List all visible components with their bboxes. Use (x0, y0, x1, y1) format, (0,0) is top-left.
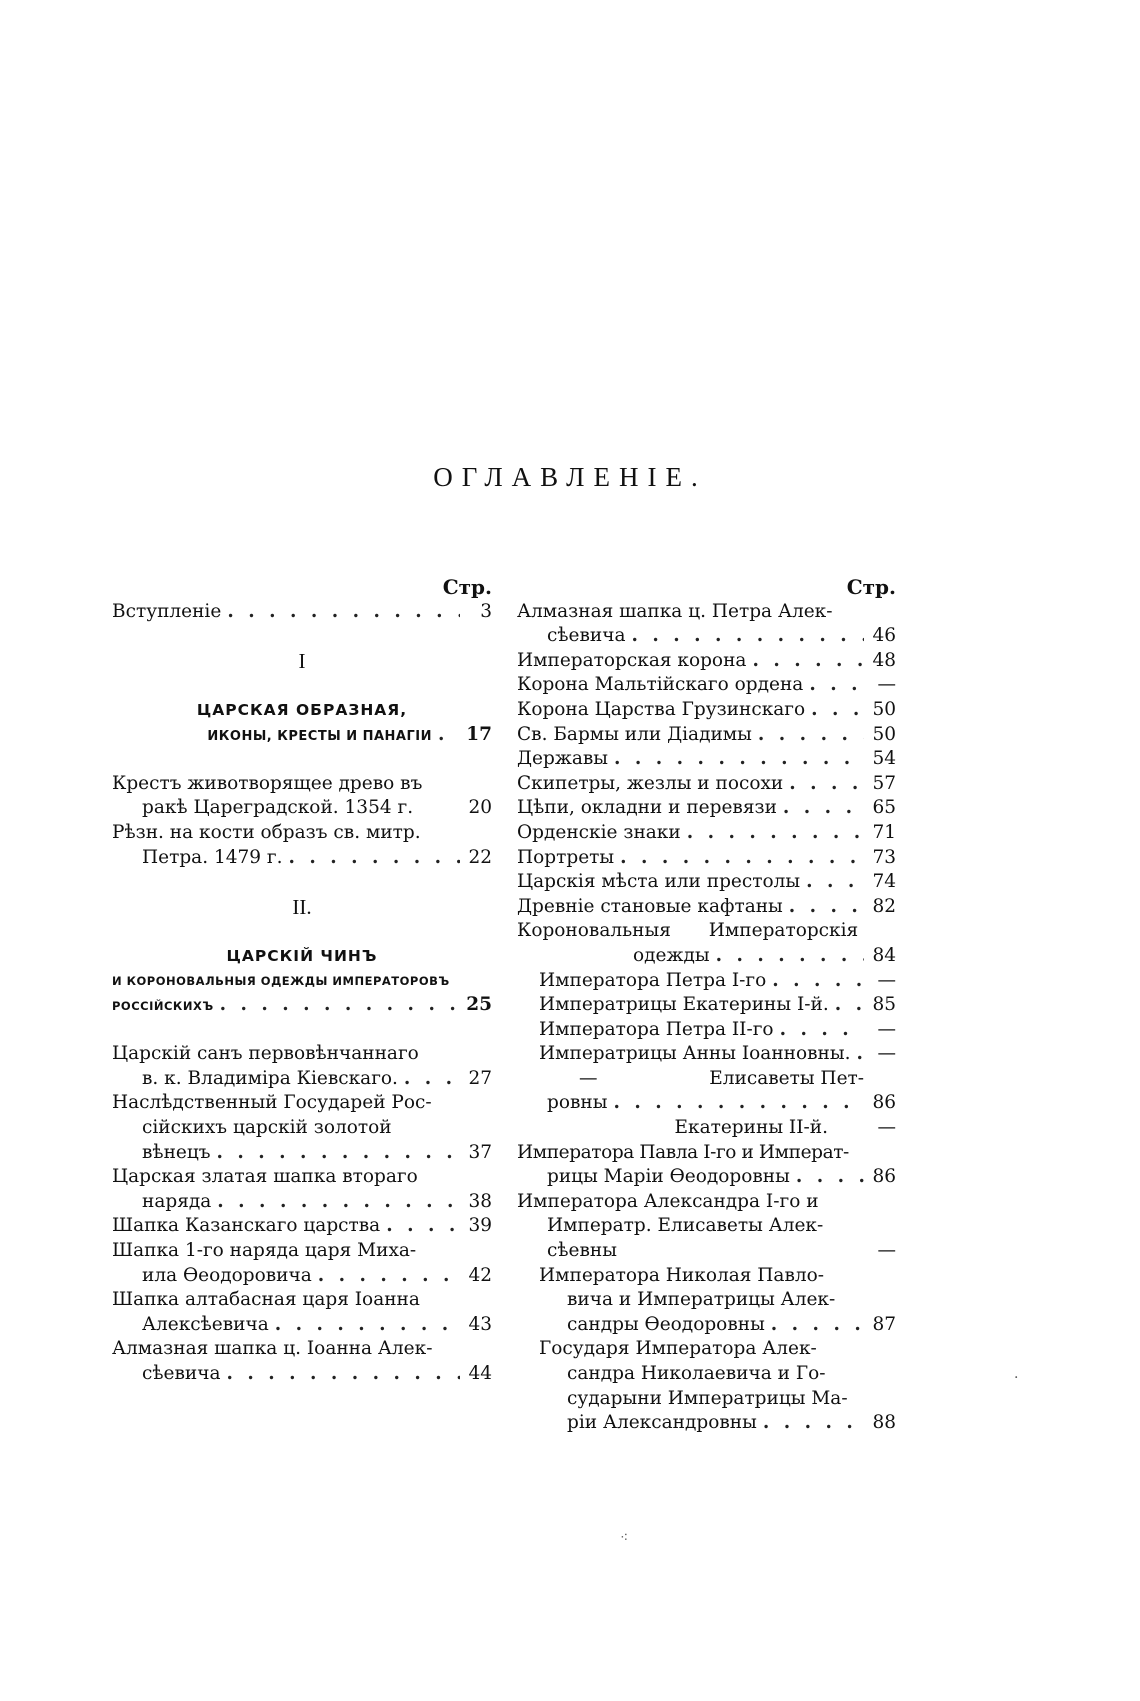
toc-entry-title: Императорская корона (517, 649, 747, 671)
toc-subentry-list (517, 969, 896, 1067)
toc-entry-title: Вступленіе (112, 600, 222, 622)
toc-entry-page: — (877, 1018, 896, 1040)
toc-entry-title: сандры Ѳеодоровны (567, 1313, 765, 1335)
toc-entry-title: Императора Петра II-го (539, 1018, 774, 1040)
toc-entry-page: 37 (468, 1141, 492, 1163)
toc-entry-title: сѣевича (547, 625, 626, 647)
dot-leader (438, 723, 460, 748)
toc-entry-title: Корона Царства Грузинскаго (517, 698, 806, 720)
dot-leader (763, 1411, 864, 1436)
toc-entry-page: 71 (872, 821, 896, 843)
dot-leader (758, 723, 864, 748)
toc-entry[interactable] (517, 624, 896, 649)
dot-leader (275, 1313, 460, 1338)
dot-leader (217, 1190, 460, 1215)
toc-entry-page: 3 (480, 600, 492, 622)
section-numeral: II. (292, 894, 312, 919)
toc-entry-title: сѣевича (142, 1363, 221, 1384)
toc-entry-page: 50 (872, 723, 896, 745)
toc-entry-title: одежды (633, 944, 710, 966)
toc-entry-title: наряда (142, 1190, 212, 1212)
page-column-header: Стр. (442, 575, 492, 599)
toc-entry[interactable] (517, 944, 896, 969)
toc-entry-line[interactable]: Императора Александра I-го и (517, 1190, 819, 1212)
toc-entry-page: 44 (468, 1363, 492, 1384)
toc-entry[interactable] (517, 1042, 896, 1067)
toc-entry[interactable] (517, 1067, 896, 1092)
toc-entry-page: 42 (468, 1264, 492, 1286)
toc-entry[interactable] (517, 1239, 896, 1264)
toc-entry-line[interactable]: сударыни Императрицы Ма- (567, 1387, 848, 1409)
toc-entry-page: 50 (872, 698, 896, 720)
toc-entry-page: — (877, 1240, 896, 1262)
toc-entry-line[interactable]: Шапка алтабасная царя Іоанна (112, 1289, 420, 1311)
dot-leader (226, 1362, 460, 1387)
toc-entry-page: 57 (872, 772, 896, 794)
toc-entry-line[interactable]: Императора Павла I-го и Императ- (517, 1141, 849, 1163)
toc-entry-list (517, 649, 896, 920)
toc-entry[interactable] (112, 846, 492, 871)
toc-entry-title: в. к. Владиміра Кіевскаго. (142, 1067, 398, 1089)
dot-leader (620, 846, 864, 871)
toc-entry[interactable] (112, 1362, 492, 1387)
toc-entry[interactable] (112, 600, 492, 625)
toc-entry[interactable] (517, 796, 896, 821)
toc-entry-line[interactable]: Алмазная шапка ц. Петра Алек- (517, 600, 833, 622)
dot-leader (631, 624, 864, 649)
toc-entry-page: 48 (872, 649, 896, 671)
section-subtitle-entry[interactable] (112, 993, 492, 1018)
toc-entry-line[interactable]: Императр. Елисаветы Алек- (547, 1215, 824, 1237)
toc-entry[interactable] (517, 698, 896, 723)
toc-entry-title: Императрицы Екатерины I-й. (539, 994, 829, 1016)
toc-entry-line[interactable]: Короновальныя Императорскія (517, 920, 859, 942)
toc-entry-title: Шапка Казанскаго царства (112, 1215, 381, 1237)
toc-entry-page: 22 (468, 846, 492, 868)
section-subtitle: РОССІЙСКИХЪ (112, 999, 214, 1014)
toc-entry-page: 54 (872, 748, 896, 770)
toc-entry-page: 88 (872, 1412, 896, 1434)
toc-entry[interactable] (517, 1018, 896, 1043)
toc-entry-title: Корона Мальтійскаго ордена (517, 674, 804, 696)
toc-entry-line[interactable]: Наслѣдственный Государей Рос- (112, 1092, 432, 1114)
toc-entry-title: рицы Маріи Ѳеодоровны (547, 1166, 790, 1188)
dot-leader (771, 1313, 864, 1338)
toc-entry-page: 86 (872, 1166, 896, 1188)
toc-left-column (112, 575, 492, 1387)
toc-entry-page: — (877, 1117, 896, 1139)
toc-entry-title: Цѣпи, окладни и перевязи (517, 797, 777, 819)
dot-leader (796, 1165, 864, 1190)
toc-entry[interactable] (517, 993, 896, 1018)
toc-entry-line[interactable]: Императора Николая Павло- (539, 1264, 825, 1286)
toc-entry-title: Елисаветы Пет- (709, 1067, 864, 1089)
toc-entry[interactable] (112, 1067, 492, 1092)
dot-leader (687, 821, 864, 846)
toc-entry-page: 20 (468, 797, 492, 819)
toc-entry[interactable] (112, 1141, 492, 1166)
toc-entry-title: вѣнецъ (142, 1141, 211, 1163)
toc-entry-line[interactable]: Царская златая шапка втораго (112, 1166, 418, 1188)
toc-entry[interactable] (517, 747, 896, 772)
toc-entry[interactable] (517, 772, 896, 797)
dot-leader (789, 772, 864, 797)
toc-entry-title: Алексѣевича (142, 1313, 269, 1335)
toc-entry-page: 38 (468, 1190, 492, 1212)
toc-right-column (517, 575, 896, 1436)
toc-entry[interactable] (517, 673, 896, 698)
toc-entry-page: — (877, 674, 896, 696)
toc-entry[interactable] (112, 1264, 492, 1289)
toc-entry-title: ріи Александровны (567, 1412, 757, 1434)
toc-entry[interactable] (517, 723, 896, 748)
toc-entry-title: Древніе становые кафтаны (517, 895, 783, 917)
dot-leader (614, 747, 864, 772)
toc-entry-page: 46 (872, 625, 896, 647)
toc-entry-page: 27 (468, 1067, 492, 1089)
toc-entry-title: Петра. 1479 г. (142, 846, 283, 868)
toc-entry-line[interactable]: Алмазная шапка ц. Іоанна Алек- (112, 1338, 433, 1360)
dot-leader (780, 1018, 864, 1043)
toc-entry-line[interactable]: Шапка 1-го наряда царя Миха- (112, 1240, 417, 1262)
toc-entry[interactable] (517, 846, 896, 871)
toc-entry-line[interactable]: сандра Николаевича и Го- (567, 1363, 826, 1384)
toc-entry-page: — (877, 969, 896, 991)
dot-leader (220, 993, 460, 1018)
toc-entry-page: 73 (872, 846, 896, 868)
toc-entry-page: 39 (468, 1215, 492, 1237)
section-title: ЦАРСКАЯ ОБРАЗНАЯ, (196, 700, 408, 719)
section-subtitle: ИКОНЫ, КРЕСТЫ И ПАНАГІИ (207, 728, 432, 744)
toc-entry-line[interactable]: Крестъ животворящее древо въ (112, 772, 423, 794)
print-speck: · (1014, 1370, 1019, 1386)
toc-entry-page: 74 (872, 871, 896, 893)
toc-entry[interactable] (112, 1214, 492, 1239)
toc-entry-line[interactable]: сійскихъ царскій золотой (142, 1117, 392, 1139)
toc-entry-list (112, 1042, 492, 1386)
toc-entry-page: 25 (466, 994, 492, 1016)
dot-leader (318, 1264, 460, 1289)
dot-leader (613, 1091, 864, 1116)
dot-leader (811, 698, 864, 723)
toc-entry-title: Державы (517, 748, 609, 770)
dot-leader (772, 969, 864, 994)
toc-entry-line[interactable]: Рѣзн. на кости образъ св. митр. (112, 821, 421, 843)
dot-leader (789, 895, 864, 920)
toc-entry[interactable] (517, 1116, 896, 1141)
toc-entry-page: 87 (872, 1313, 896, 1335)
toc-entry-page: 84 (872, 944, 896, 966)
toc-entry[interactable] (517, 895, 896, 920)
section-subtitle-entry[interactable] (112, 723, 492, 748)
toc-entry-line[interactable]: вича и Императрицы Алек- (567, 1289, 836, 1311)
page-title: ОГЛАВЛЕНІЕ. (433, 462, 707, 492)
toc-entry-page: 85 (872, 994, 896, 1016)
dot-leader (809, 673, 864, 698)
section-title: ЦАРСКІЙ ЧИНЪ (226, 946, 378, 965)
dash-mark: — (579, 1067, 598, 1089)
dot-leader (856, 1042, 864, 1067)
toc-entry-title: сѣевны (547, 1240, 617, 1262)
dot-leader (716, 944, 864, 969)
section-numeral: I (298, 648, 306, 673)
toc-entry-page: — (877, 1043, 896, 1065)
toc-entry-page: 82 (872, 895, 896, 917)
toc-entry-title: Екатерины II-й. (674, 1117, 828, 1139)
toc-entry-title: ровны (547, 1092, 608, 1114)
toc-entry[interactable] (517, 1411, 896, 1436)
section-subtitle: И КОРОНОВАЛЬНЫЯ ОДЕЖДЫ ИМПЕРАТОРОВЪ (112, 973, 450, 988)
toc-entry[interactable] (112, 796, 492, 821)
toc-entry-page: 86 (872, 1092, 896, 1114)
toc-entry-title: Св. Бармы или Діадимы (517, 723, 752, 745)
toc-entry[interactable] (517, 870, 896, 895)
toc-entry-page: 65 (872, 797, 896, 819)
dot-leader (288, 846, 460, 871)
toc-entry-title: Скипетры, жезлы и посохи (517, 772, 784, 794)
toc-entry-line[interactable]: Государя Императора Алек- (539, 1338, 817, 1360)
dot-leader (386, 1214, 460, 1239)
dot-leader (783, 796, 864, 821)
dot-leader (217, 1141, 460, 1166)
toc-entry[interactable] (517, 1091, 896, 1116)
print-speck: ⁖ (620, 1530, 629, 1546)
dot-leader (835, 993, 864, 1018)
toc-entry[interactable] (517, 649, 896, 674)
toc-entry-title: Портреты (517, 846, 615, 868)
toc-entry[interactable] (517, 1313, 896, 1338)
toc-entry[interactable] (112, 1313, 492, 1338)
toc-entry-title: Императора Петра I-го (539, 969, 767, 991)
dot-leader (752, 649, 864, 674)
toc-entry-title: Орденскіе знаки (517, 821, 681, 843)
toc-entry[interactable] (517, 821, 896, 846)
toc-entry[interactable] (517, 1165, 896, 1190)
toc-entry-title: Императрицы Анны Іоанновны. (539, 1043, 851, 1065)
dot-leader (227, 600, 460, 625)
toc-entry[interactable] (517, 969, 896, 994)
dot-leader (806, 870, 864, 895)
toc-entry[interactable] (112, 1190, 492, 1215)
toc-entry-title: ила Ѳеодоровича (142, 1264, 312, 1286)
dot-leader (404, 1067, 460, 1092)
page-column-header: Стр. (846, 575, 896, 599)
toc-entry-title: ракѣ Цареградской. 1354 г. (142, 797, 414, 819)
toc-entry-page: 17 (466, 723, 492, 745)
toc-entry-line[interactable]: Царскій санъ первовѣнчаннаго (112, 1043, 419, 1065)
toc-entry-title: Царскія мѣста или престолы (517, 871, 801, 893)
toc-entry-page: 43 (468, 1313, 492, 1335)
